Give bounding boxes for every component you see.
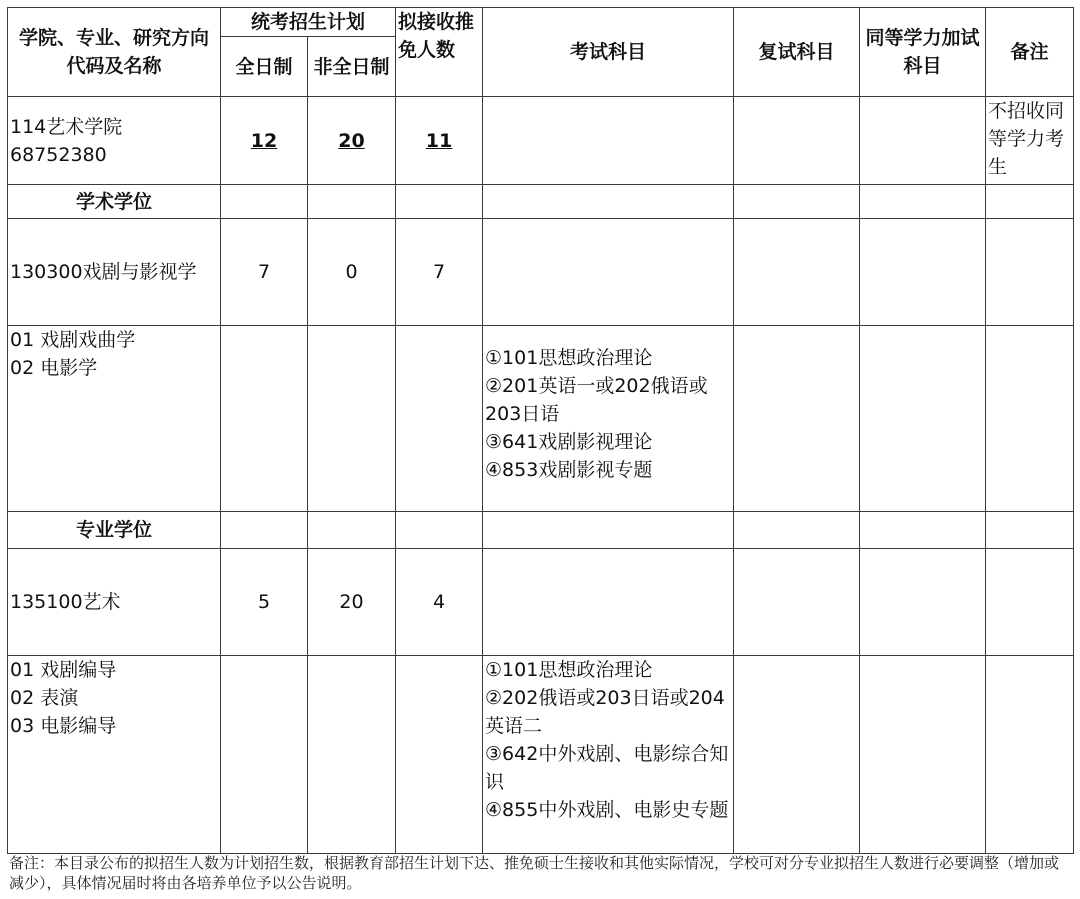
header-retest-subjects: 复试科目 xyxy=(734,8,860,97)
academic-part-time: 0 xyxy=(308,219,396,326)
college-part-time: 20 xyxy=(338,129,365,152)
header-row-1 xyxy=(8,8,1074,37)
professional-directions-row xyxy=(8,656,1074,854)
professional-section-label: 专业学位 xyxy=(8,512,221,549)
header-unified-plan: 统考招生计划 xyxy=(221,8,396,37)
professional-major-name: 135100艺术 xyxy=(8,549,221,656)
header-part-time: 非全日制 xyxy=(308,37,396,97)
header-remarks: 备注 xyxy=(986,8,1074,97)
header-recommend: 拟接收推免人数 xyxy=(396,8,483,97)
header-equiv-subjects: 同等学力加试科目 xyxy=(860,8,986,97)
header-full-time: 全日制 xyxy=(221,37,308,97)
academic-exam-subjects: ①101思想政治理论 ②201英语一或202俄语或203日语 ③641戏剧影视理论 ④853戏剧影视专题 xyxy=(483,326,734,512)
academic-directions-row xyxy=(8,326,1074,512)
academic-section-label: 学术学位 xyxy=(8,185,221,219)
professional-full-time: 5 xyxy=(221,549,308,656)
academic-major-row xyxy=(8,219,1074,326)
header-exam-subjects: 考试科目 xyxy=(483,8,734,97)
academic-full-time: 7 xyxy=(221,219,308,326)
professional-directions: 01 戏剧编导 02 表演 03 电影编导 xyxy=(8,656,221,854)
professional-recommend: 4 xyxy=(396,549,483,656)
admissions-table xyxy=(7,7,1074,854)
professional-section-row xyxy=(8,512,1074,549)
header-name: 学院、专业、研究方向代码及名称 xyxy=(8,8,221,97)
academic-recommend: 7 xyxy=(396,219,483,326)
academic-section-row xyxy=(8,185,1074,219)
college-recommend: 11 xyxy=(425,129,453,152)
professional-major-row xyxy=(8,549,1074,656)
professional-part-time: 20 xyxy=(308,549,396,656)
college-remark: 不招收同等学力考生 xyxy=(986,97,1074,185)
footnote: 备注：本目录公布的拟招生人数为计划招生数，根据教育部招生计划下达、推免硕士生接收和其他实际情况，学校可对分专业拟招生人数进行必要调整（增加或减少），具体情况届时将由各培养单位予以公告说明。 xyxy=(9,854,1060,892)
college-row xyxy=(8,97,1074,185)
professional-exam-subjects: ①101思想政治理论 ②202俄语或203日语或204英语二 ③642中外戏剧、电影综合知识 ④855中外戏剧、电影史专题 xyxy=(483,656,734,854)
college-full-time: 12 xyxy=(250,129,278,152)
academic-directions: 01 戏剧戏曲学 02 电影学 xyxy=(8,326,221,512)
academic-major-name: 130300戏剧与影视学 xyxy=(8,219,221,326)
college-name: 114艺术学院 68752380 xyxy=(8,97,221,185)
